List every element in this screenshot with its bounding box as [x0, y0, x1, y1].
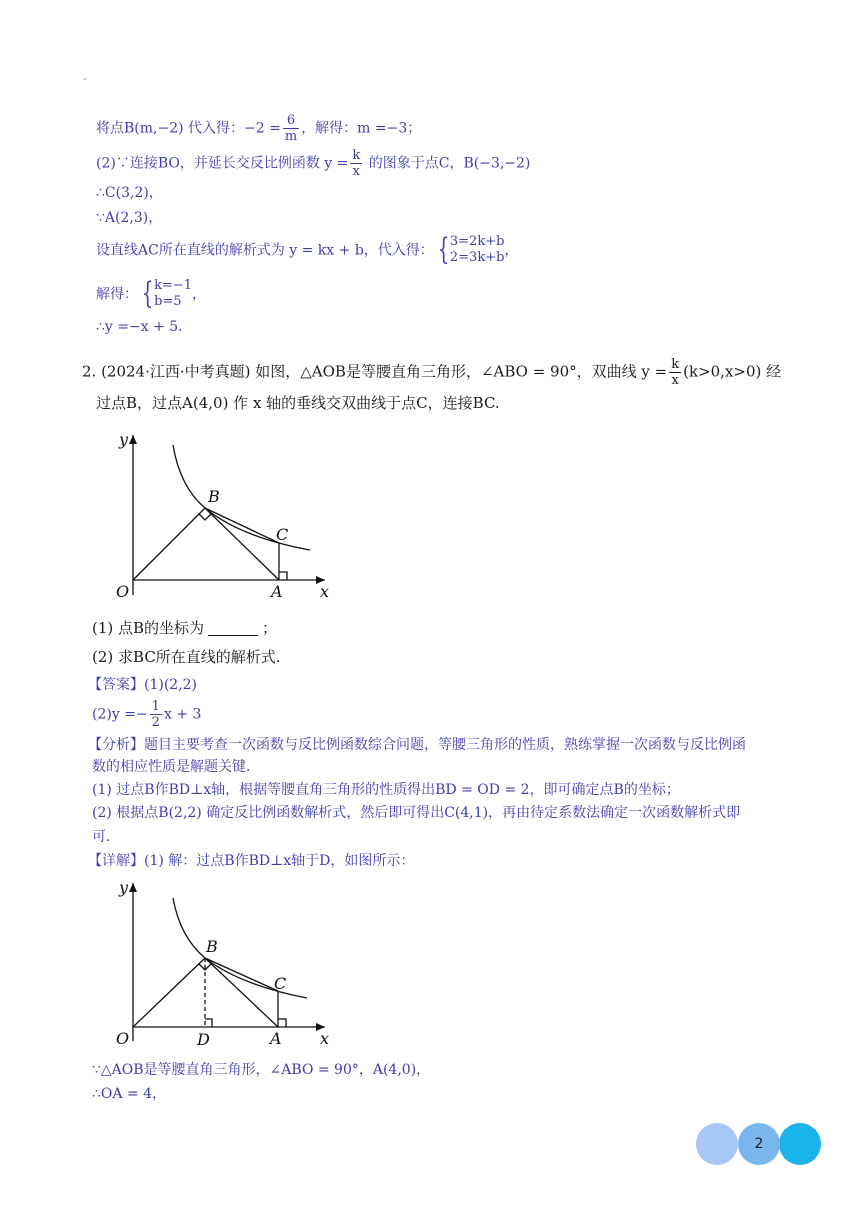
fraction-6-m: $\frac{6}{m}$: [284, 113, 298, 144]
label-C: C: [276, 525, 289, 544]
right-angle-A: [278, 1019, 286, 1027]
part1-line-2: (2)∵连接BO，并延长交反比例函数 y = $\frac{k}{x}$ 的图象于点C，B(−3,−2): [96, 148, 531, 179]
label-x: x: [320, 1029, 330, 1048]
answer-blank: [208, 621, 258, 636]
page-number: 2: [754, 1136, 764, 1152]
page-circle-left: [696, 1123, 738, 1165]
label-O: O: [116, 1029, 130, 1048]
detail-line-3: ∴OA = 4，: [92, 1086, 167, 1102]
label-B: B: [208, 487, 220, 506]
equation-system: { 3=2k+b 2=3k+b: [437, 232, 505, 268]
segment-BC: [205, 958, 278, 991]
label-A: A: [270, 1029, 282, 1048]
sub-question-1: (1) 点B的坐标为 ；: [92, 619, 278, 637]
hyperbola-curve: [173, 898, 307, 998]
analysis-line-4: (2) 根据点B(2,2) 确定反比例函数解析式，然后即可得出C(4,1)，再由待定系数法确定一次函数解析式即: [92, 805, 741, 821]
part1-line-6: 解得： { k=−1 b=5 ，: [96, 276, 207, 312]
right-angle-A: [279, 572, 287, 580]
y-arrow: [129, 883, 137, 892]
sub-question-2: (2) 求BC所在直线的解析式.: [92, 648, 281, 666]
label-O: O: [116, 582, 130, 601]
question-2-line-2: 过点B，过点A(4,0) 作 x 轴的垂线交双曲线于点C，连接BC.: [96, 394, 500, 412]
analysis-line-3: (1) 过点B作BD⊥x轴，根据等腰直角三角形的性质得出BD = OD = 2，即可确定点B的坐标；: [92, 782, 680, 798]
label-B: B: [206, 937, 218, 956]
segment-BA: [205, 508, 279, 580]
label-x: x: [320, 582, 330, 601]
label-A: A: [271, 582, 283, 601]
label-C: C: [274, 974, 287, 993]
question-2-line-1: 2. (2024·江西·中考真题) 如图，△AOB是等腰直角三角形，∠ABO = 90°，双曲线 y = $\frac{k}{x}$ (k>0,x>0) 经: [82, 357, 782, 388]
right-angle-D: [205, 1019, 212, 1027]
fraction-k-x: $\frac{k}{x}$: [352, 148, 361, 179]
hyperbola-curve: [173, 445, 310, 550]
answer-line-2: (2)y =− $\frac{1}{2}$ x + 3: [92, 699, 202, 730]
y-arrow: [129, 435, 137, 444]
part1-line-7: ∴y =−x + 5.: [96, 319, 183, 335]
segment-OB: [133, 958, 205, 1027]
detail-line-2: ∵△AOB是等腰直角三角形，∠ABO = 90°，A(4,0)，: [92, 1062, 431, 1078]
fraction-1-2: $\frac{1}{2}$: [151, 699, 160, 730]
answer-line-1: 【答案】(1)(2,2): [88, 677, 198, 693]
analysis-line-1: 【分析】题目主要考查一次函数与反比例函数综合问题，等腰三角形的性质，熟练掌握一次函数与反比例函: [88, 737, 746, 753]
solution-system: { k=−1 b=5: [141, 276, 193, 312]
segment-BC: [205, 508, 279, 543]
analysis-line-5: 可.: [92, 829, 111, 845]
page-circle-right: [779, 1123, 821, 1165]
analysis-line-2: 数的相应性质是解题关键.: [92, 759, 251, 775]
part1-line-3: ∴C(3,2)，: [96, 185, 163, 201]
part1-line-4: ∵A(2,3)，: [96, 210, 163, 226]
segment-OB: [133, 508, 205, 580]
detail-line-1: 【详解】(1) 解：过点B作BD⊥x轴于D，如图所示：: [88, 853, 415, 869]
right-angle-B: [199, 514, 211, 520]
label-y: y: [119, 430, 129, 449]
part1-line-5: 设直线AC所在直线的解析式为 y = kx + b，代入得： { 3=2k+b 2=3k+b ，: [96, 232, 519, 268]
figure-2: [100, 873, 340, 1053]
segment-BA: [205, 958, 278, 1027]
label-y: y: [119, 878, 129, 897]
fraction-k-x-q2: $\frac{k}{x}$: [671, 357, 680, 388]
figure-1: [100, 425, 340, 605]
part1-line-1: 将点B(m,−2) 代入得：−2 = $\frac{6}{m}$ ，解得：m =−3；: [96, 113, 422, 144]
dot-mark: [84, 78, 86, 80]
label-D: D: [197, 1030, 210, 1049]
